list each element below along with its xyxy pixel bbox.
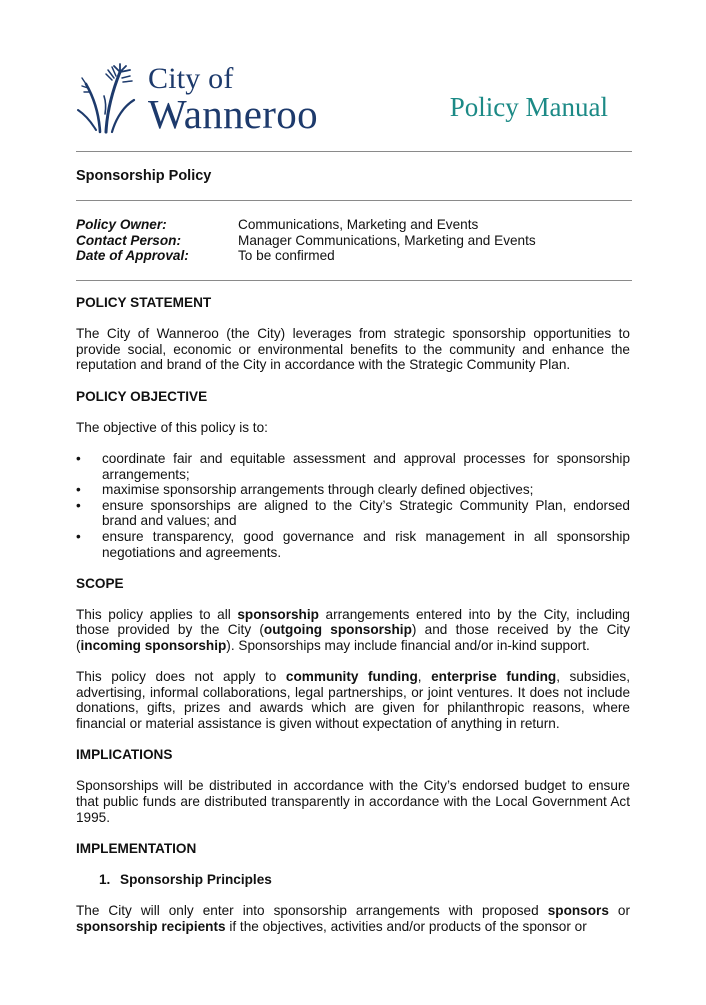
meta-key: Contact Person:	[76, 232, 181, 248]
banksia-emblem-icon	[76, 62, 138, 134]
section-heading-statement: POLICY STATEMENT	[76, 295, 212, 310]
section-heading-implementation: IMPLEMENTATION	[76, 840, 197, 856]
bullet-icon: •	[76, 450, 81, 466]
logo-wanneroo-text: Wanneroo	[148, 91, 318, 137]
subsection-heading	[99, 872, 630, 888]
list-item: • ensure sponsorships are aligned to the City’s Strategic Community Plan, endorsed brand and values; and	[76, 497, 630, 529]
objective-intro: The objective of this policy is to:	[76, 419, 268, 435]
meta-row-approval	[76, 248, 536, 264]
section-heading-scope: SCOPE	[76, 575, 124, 591]
meta-divider	[76, 280, 632, 281]
statement-paragraph: The City of Wanneroo (the City) leverages from strategic sponsorship opportunities to provide social, economic or environmental benefits to the community and enhance the reputation and brand of the City in accordance with the Strategic Community Plan.	[76, 326, 630, 373]
meta-row-owner	[76, 217, 536, 233]
page-title: Sponsorship Policy	[76, 168, 212, 184]
title-divider	[76, 200, 632, 201]
bullet-icon: •	[76, 497, 81, 513]
policy-metadata	[76, 217, 536, 264]
list-item: • ensure transparency, good governance and risk management in all sponsorship negotiations and agreements.	[76, 528, 630, 560]
header-divider	[76, 151, 632, 152]
section-heading-objective: POLICY OBJECTIVE	[76, 388, 208, 404]
objective-list	[76, 451, 630, 560]
subsection-number: 1.	[99, 871, 111, 887]
scope-paragraph-1: This policy applies to all sponsorship arrangements entered into by the City, including those provided by the City (outgoing sponsorship) and those received by the City (incoming sponsorship). Sponsorships may include financial and/or in-kind support.	[76, 606, 630, 654]
meta-value: To be confirmed	[238, 248, 335, 264]
subsection-title: Sponsorship Principles	[120, 871, 272, 887]
list-item: • coordinate fair and equitable assessment and approval processes for sponsorship arrangements;	[76, 450, 630, 482]
list-item: • maximise sponsorship arrangements through clearly defined objectives;	[76, 482, 534, 498]
bullet-icon: •	[76, 482, 81, 498]
meta-value: Manager Communications, Marketing and Events	[238, 232, 536, 248]
meta-row-contact	[76, 233, 536, 249]
meta-value: Communications, Marketing and Events	[238, 217, 479, 232]
meta-key: Date of Approval:	[76, 248, 189, 264]
logo-city-of-text: City of	[148, 62, 234, 95]
meta-key: Policy Owner:	[76, 217, 167, 232]
scope-paragraph-2: This policy does not apply to community funding, enterprise funding, subsidies, advertising, informal collaborations, legal partnerships, or joint ventures. It does not include donations, gifts, prizes and awards which are given for philanthropic reasons, where financial or material assistance is given without expectation of anything in return.	[76, 669, 630, 732]
implications-paragraph: Sponsorships will be distributed in accordance with the City’s endorsed budget to ensure that public funds are distributed transparently in accordance with the Local Government Act 1995.	[76, 778, 630, 825]
implementation-paragraph: The City will only enter into sponsorship arrangements with proposed sponsors or sponsorship recipients if the objectives, activities and/or products of the sponsor or	[76, 903, 630, 934]
policy-body	[76, 295, 630, 934]
policy-manual-title: Policy Manual	[449, 92, 608, 122]
bullet-icon: •	[76, 528, 81, 544]
section-heading-implications: IMPLICATIONS	[76, 747, 173, 763]
city-of-wanneroo-logo	[76, 62, 326, 136]
